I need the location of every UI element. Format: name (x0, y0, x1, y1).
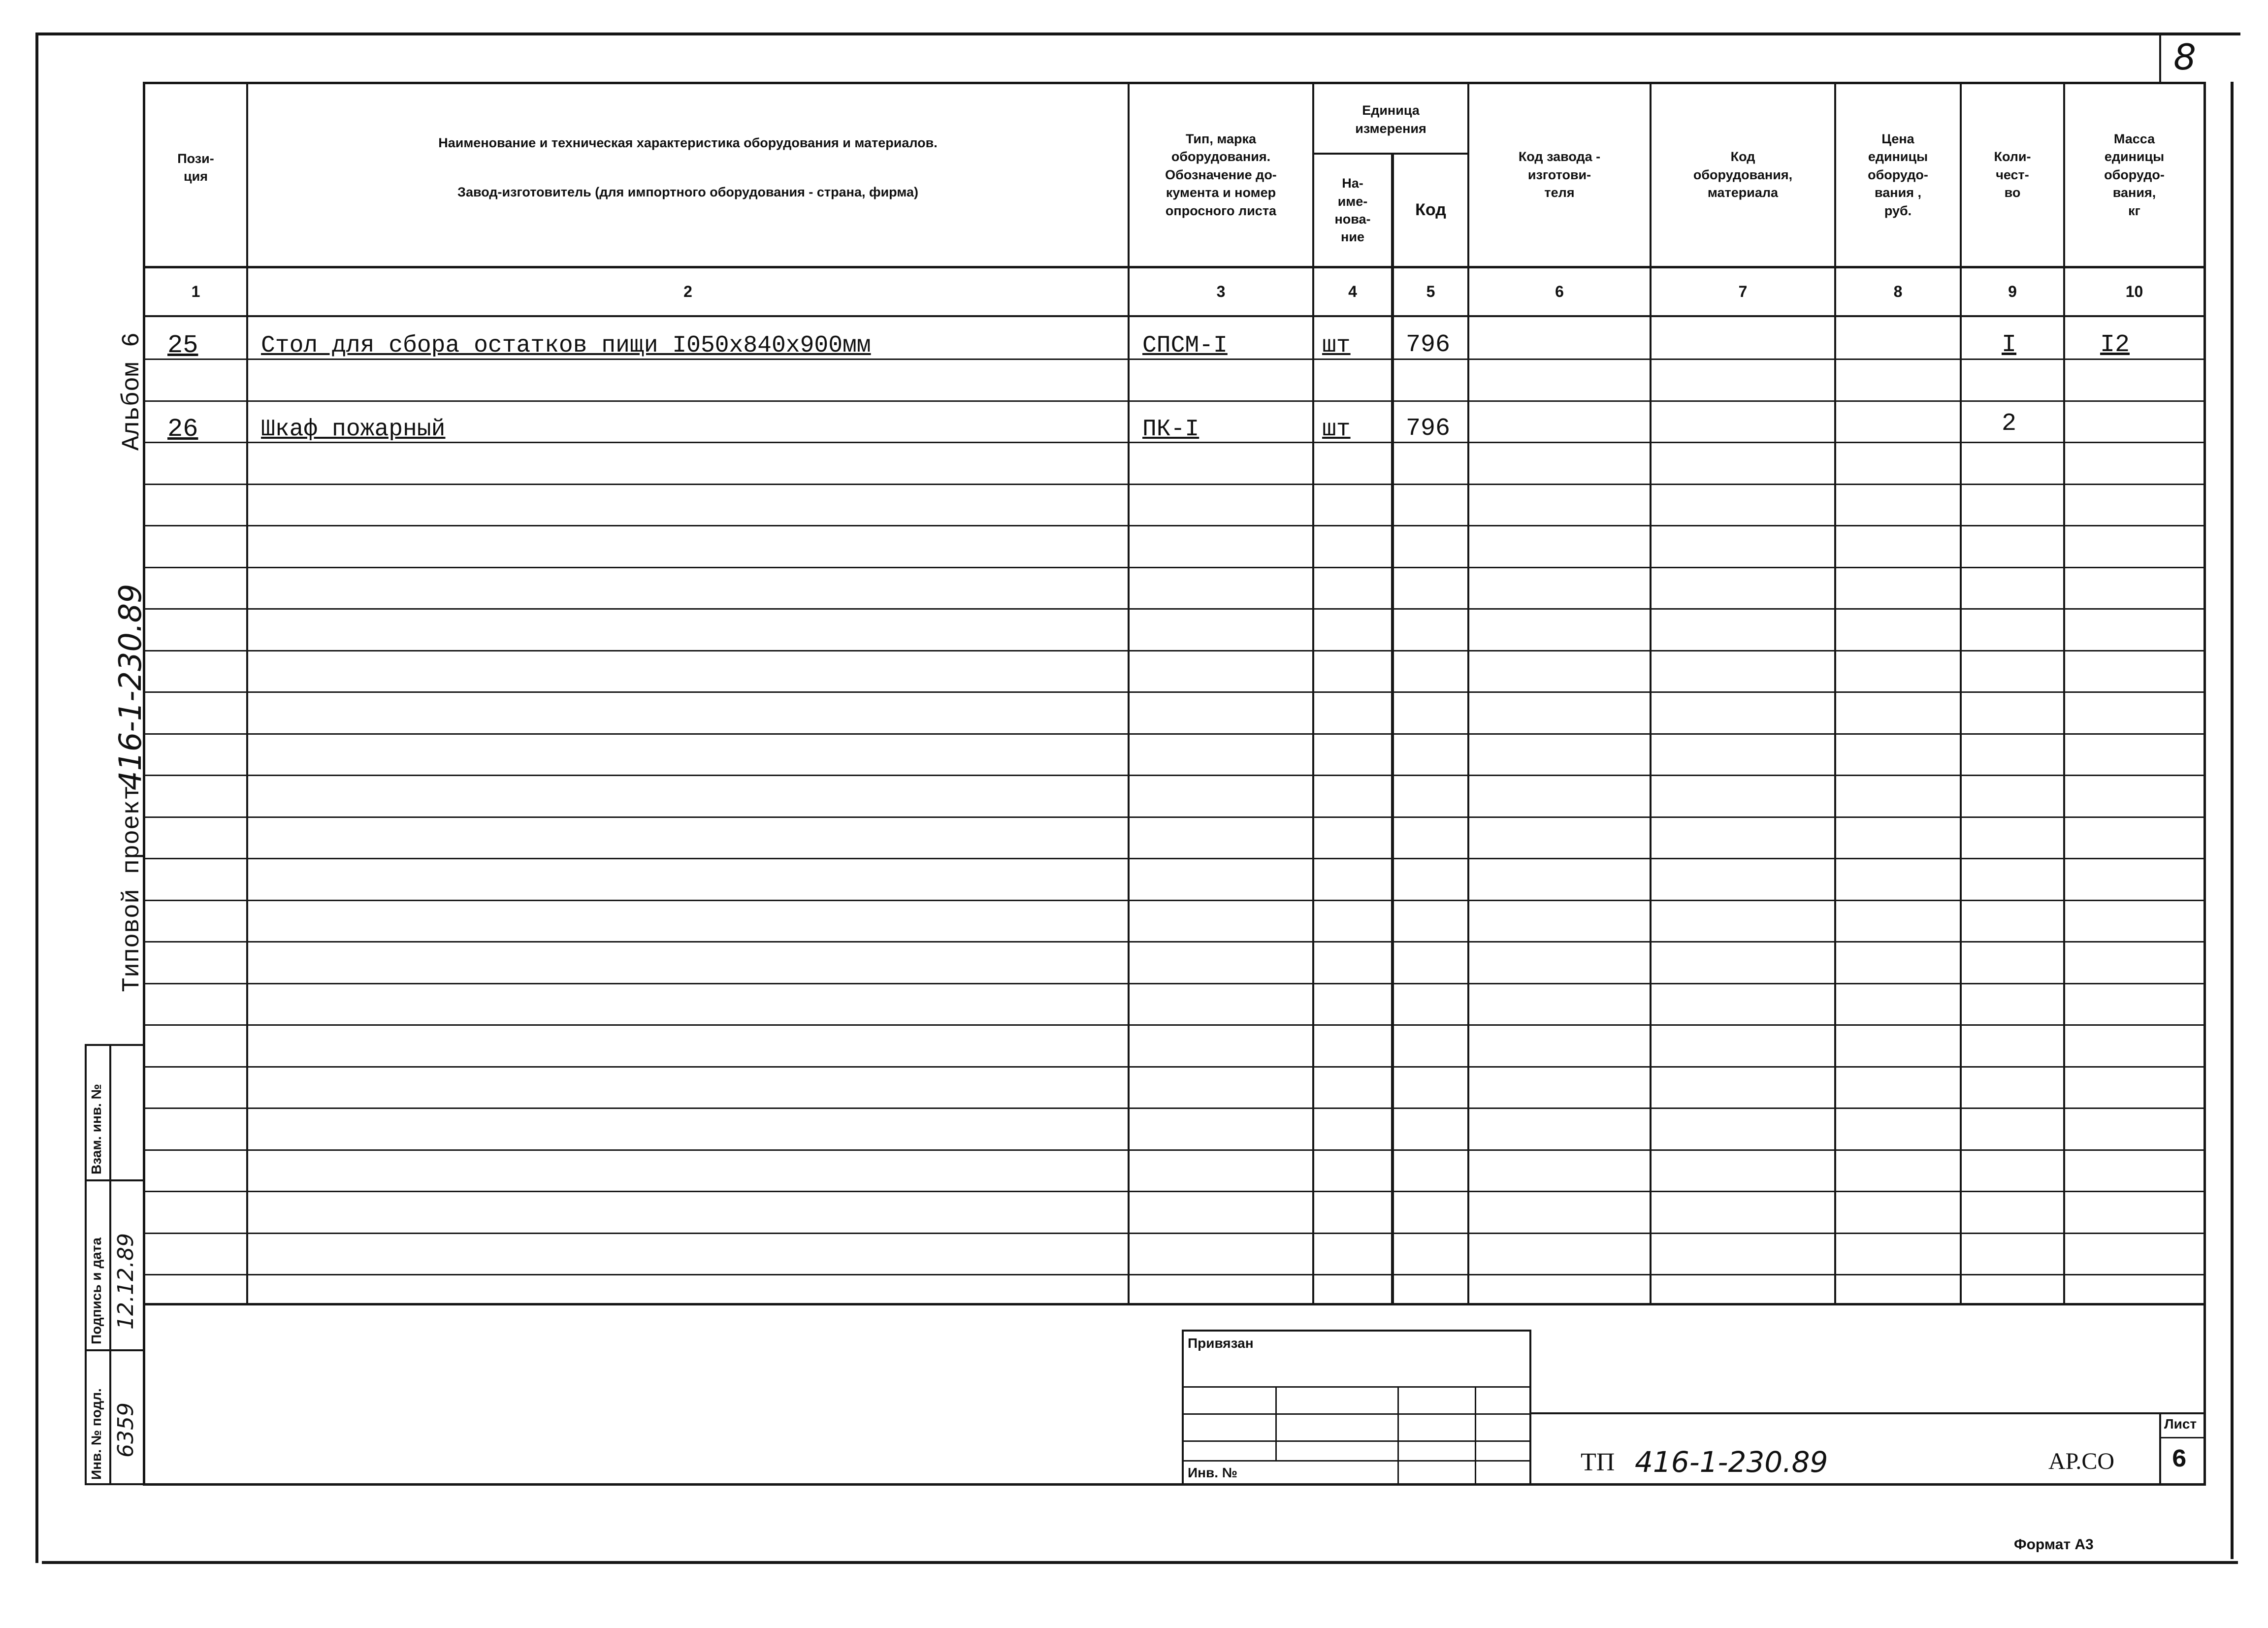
header-name-line1: Наименование и техническая характеристика оборудования и материалов. (438, 135, 938, 150)
table-row-line (143, 650, 2206, 651)
bound-v2 (1397, 1386, 1399, 1485)
inventory-number: 6359 (113, 1402, 138, 1458)
bound-h1 (1182, 1386, 1531, 1388)
stamp-label-replaced: Взам. инв. № (89, 1084, 104, 1174)
row-25-code: 796 (1406, 331, 1451, 359)
frame-bottom (42, 1561, 2238, 1564)
table-row-line (143, 1024, 2206, 1026)
row-25-name: Стол для сбора остатков пищи I050x840x900мм (261, 332, 871, 359)
colnum-4: 4 (1348, 282, 1357, 300)
header-unit-name: На- име- нова- ние (1334, 176, 1371, 245)
header-unit: Единица измерения (1355, 103, 1426, 136)
colnum-1: 1 (191, 282, 200, 300)
stamp-sep-1 (85, 1179, 145, 1181)
bound-h4 (1182, 1460, 1531, 1462)
row-25-type: СПСМ-I (1142, 332, 1228, 359)
table-row-line (143, 525, 2206, 526)
doc-code-prefix: ТП (1581, 1448, 1615, 1476)
doc-title-top (1529, 1412, 2206, 1414)
bound-left (1182, 1330, 1184, 1485)
format-label: Формат А3 (2014, 1536, 2094, 1553)
table-bottom-line (143, 1303, 2206, 1305)
inner-frame-bottom (143, 1483, 2206, 1486)
sheet-label: Лист (2164, 1416, 2197, 1432)
table-row-line (143, 484, 2206, 485)
table-row-line (143, 983, 2206, 984)
colnum-bottom-line (143, 315, 2206, 317)
bound-v1 (1275, 1386, 1277, 1460)
header-name-line2: Завод-изготовитель (для импортного оборудования - страна, фирма) (457, 184, 918, 199)
bound-top (1182, 1330, 1531, 1332)
header-type: Тип, марка оборудования. Обозначение до- кумента и номер опросного листа (1165, 131, 1277, 218)
corner-box-left (2159, 33, 2161, 82)
album-label: Альбом 6 (118, 332, 146, 451)
signature-date: 12.12.89 (113, 1233, 138, 1330)
header-equipment-code: Код оборудования, материала (1693, 149, 1793, 200)
frame-right (2231, 82, 2234, 1559)
table-row-line (143, 816, 2206, 818)
table-row-line (143, 1107, 2206, 1109)
frame-top (35, 33, 2240, 35)
corner-sheet-number: 8 (2173, 36, 2196, 78)
bound-inv-label: Инв. № (1188, 1465, 1238, 1480)
bound-v3 (1475, 1386, 1476, 1485)
project-label: Типовой проект (118, 785, 146, 992)
col-sep-4 (1391, 153, 1394, 1303)
header-mass: Масса единицы оборудо- вания, кг (2104, 131, 2165, 218)
colnum-5: 5 (1426, 282, 1435, 300)
stamp-label-signature: Подпись и дата (89, 1237, 104, 1344)
row-26-quantity: 2 (2002, 410, 2017, 438)
row-26-code: 796 (1406, 415, 1451, 443)
table-row-line (143, 567, 2206, 568)
bound-label: Привязан (1188, 1335, 1254, 1351)
frame-left (35, 33, 38, 1563)
table-row-line (143, 900, 2206, 901)
bound-right (1529, 1330, 1531, 1485)
table-row-line (143, 1233, 2206, 1234)
stamp-label-inventory: Инв. № подл. (89, 1388, 104, 1480)
row-25-mass: I2 (2100, 331, 2130, 359)
sheet-value: 6 (2171, 1445, 2187, 1474)
stamp-left-inner (109, 1044, 111, 1485)
colnum-3: 3 (1216, 282, 1226, 300)
row-26-type: ПК-I (1142, 416, 1199, 443)
row-26-unit: шт (1322, 416, 1351, 443)
doc-mark: АР.СО (2048, 1448, 2115, 1474)
project-number: 416-1-230.89 (112, 584, 148, 790)
table-row-line (143, 1191, 2206, 1192)
row-26-position: 26 (167, 415, 198, 444)
table-row-line (143, 400, 2206, 402)
colnum-8: 8 (1893, 282, 1903, 300)
table-row-line (143, 1274, 2206, 1275)
table-row-line (143, 608, 2206, 610)
table-row-line (143, 941, 2206, 943)
header-unit-code: Код (1415, 200, 1446, 220)
sheet-box-mid (2159, 1437, 2206, 1438)
header-price: Цена единицы оборудо- вания , руб. (1868, 131, 1928, 218)
doc-code-number: 416-1-230.89 (1635, 1445, 1828, 1479)
colnum-10: 10 (2125, 282, 2143, 300)
table-row-line (143, 1149, 2206, 1151)
colnum-2: 2 (683, 282, 692, 300)
header-position: Пози- ция (177, 151, 214, 184)
colnum-6: 6 (1555, 282, 1564, 300)
colnum-9: 9 (2008, 282, 2017, 300)
row-25-position: 25 (167, 331, 198, 360)
header-quantity: Коли- чест- во (1994, 149, 2031, 200)
bound-h2 (1182, 1413, 1531, 1415)
bound-h3 (1182, 1440, 1531, 1442)
table-row-line (143, 691, 2206, 693)
stamp-sep-2 (85, 1349, 145, 1351)
row-25-quantity: I (2002, 331, 2017, 359)
table-row-line (143, 733, 2206, 735)
table-row-line (143, 858, 2206, 859)
colnum-7: 7 (1738, 282, 1748, 300)
stamp-left-outer (85, 1044, 87, 1485)
stamp-top (85, 1044, 145, 1046)
col-sep-1 (246, 82, 248, 1303)
header-manufacturer-code: Код завода - изготови- теля (1518, 149, 1601, 200)
row-25-unit: шт (1322, 332, 1351, 359)
table-row-line (143, 1066, 2206, 1068)
table-row-line (143, 775, 2206, 776)
stamp-bottom (85, 1483, 145, 1485)
row-26-name: Шкаф пожарный (261, 416, 446, 443)
sheet-box-left (2159, 1412, 2161, 1485)
